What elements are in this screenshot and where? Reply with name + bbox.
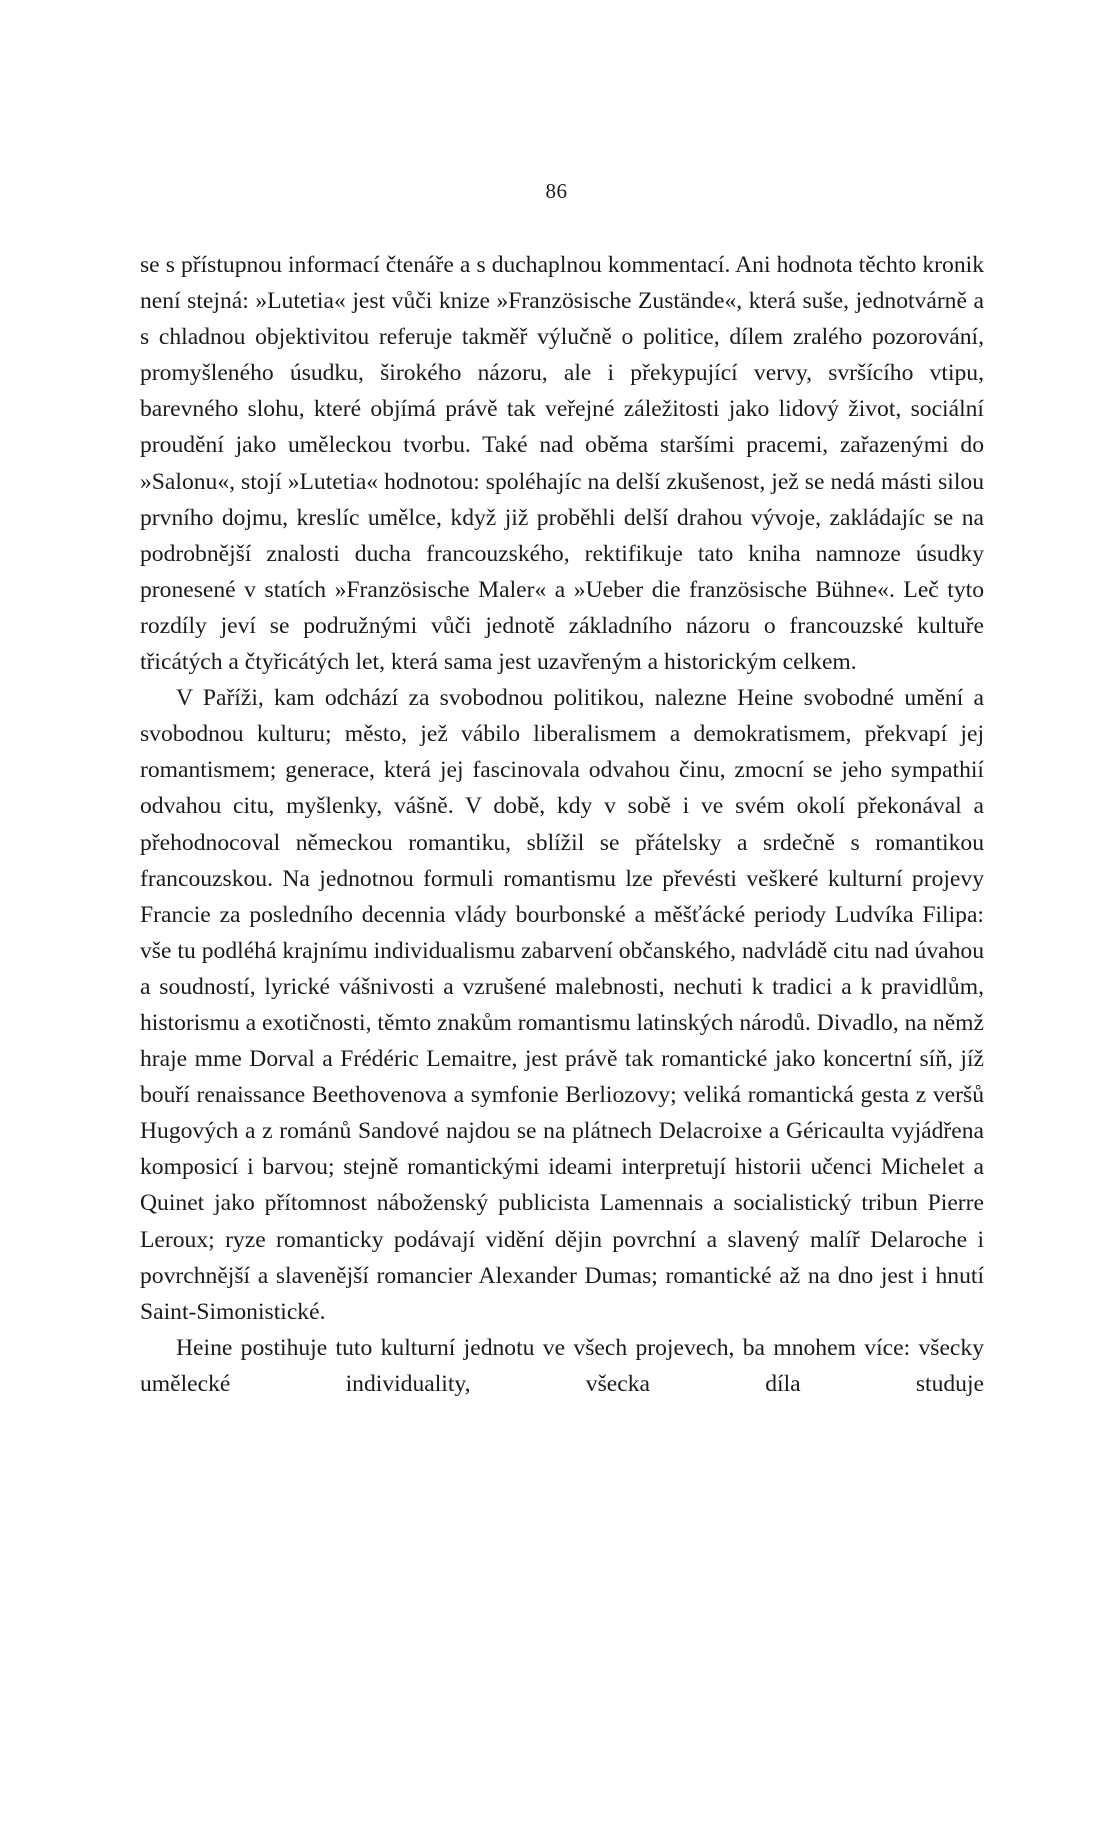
paragraph-1: se s přístupnou informací čtenáře a s duchaplnou kommentací. Ani hodnota těchto kronik není stejná: »Lutetia« jest vůči knize »Französische Zustände«, která suše, jednotvárně a s chladnou objektivitou referuje takměř výlučně o politice, dílem zralého pozorování, promyšleného úsudku, širokého názoru, ale i překypující vervy, svršícího vtipu, barevného slohu, které objímá právě tak veřejné záležitosti jako lidový život, sociální proudění jako uměleckou tvorbu. Také nad oběma staršími pracemi, zařazenými do »Salonu«, stojí »Lutetia« hodnotou: spoléhajíc na delší zkušenost, jež se nedá másti silou prvního dojmu, kreslíc umělce, když již proběhli delší drahou vývoje, zakládajíc se na podrobnější znalosti ducha francouzského, rektifikuje tato kniha namnoze úsudky pronesené v statích »Französische Maler« a »Ueber die französische Bühne«. Leč tyto rozdíly jeví se podružnými vůči jednotě základního názoru o francouzské kultuře třicátých a čtyřicátých let, která sama jest uzavřeným a historickým celkem.: [140, 252, 984, 676]
body-text: [140, 247, 984, 1402]
page-number: 86: [545, 179, 568, 203]
paragraph-3: Heine postihuje tuto kulturní jednotu ve všech projevech, ba mnohem více: všecky umělecké individuality, všecka díla studuje: [140, 1334, 984, 1397]
paragraph-2: V Paříži, kam odchází za svobodnou politikou, nalezne Heine svobodné umění a svobodnou kulturu; město, jež vábilo liberalismem a demokratismem, překvapí jej romantismem; generace, která jej fascinovala odvahou činu, zmocní se jeho sympathií odvahou citu, myšlenky, vášně. V době, kdy v sobě i ve svém okolí překonával a přehodnocoval německou romantiku, sblížil se přátelsky a srdečně s romantikou francouzskou. Na jednotnou formuli romantismu lze převésti veškeré kulturní projevy Francie za posledního decennia vlády bourbonské a měšťácké periody Ludvíka Filipa: vše tu podléhá krajnímu individualismu zabarvení občanského, nadvládě citu nad úvahou a soudností, lyrické vášnivosti a vzrušené malebnosti, nechuti k tradici a k pravidlům, historismu a exotičnosti, těmto znakům romantismu latinských národů. Divadlo, na němž hraje mme Dorval a Frédéric Lemaitre, jest právě tak romantické jako koncertní síň, jíž bouří renaissance Beethovenova a symfonie Berliozovy; veliká romantická gesta z veršů Hugových a z románů Sandové najdou se na plátnech Delacroixe a Géricaulta vyjádřena komposicí i barvou; stejně romantickými ideami interpretují historii učenci Michelet a Quinet jako přítomnost náboženský publicista Lamennais a socialistický tribun Pierre Leroux; ryze romanticky podávají vidění dějin povrchní a slavený malíř Delaroche i povrchnější a slavenější romancier Alexander Dumas; romantické až na dno jest i hnutí Saint-Simonistické.: [140, 685, 984, 1325]
